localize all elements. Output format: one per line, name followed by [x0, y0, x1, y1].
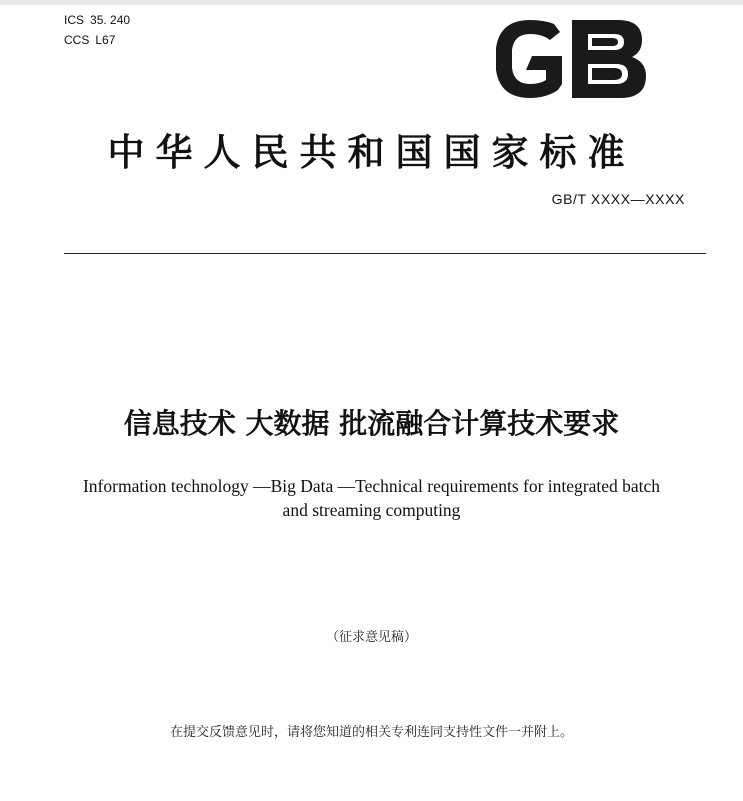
ics-value: 35. 240: [90, 13, 131, 27]
english-title-line-2: and streaming computing: [282, 500, 461, 520]
ccs-label: CCS: [64, 33, 90, 47]
english-title-line-1: Information technology —Big Data —Technical requirements for integrated batch: [82, 476, 661, 496]
gb-logo-b: [572, 20, 646, 98]
classification-codes: [64, 10, 130, 50]
ccs-value: L67: [95, 33, 116, 47]
patent-submission-note: 在提交反馈意见时，请将您知道的相关专利连同支持性文件一并附上。: [169, 725, 573, 740]
national-standard-title: 中华人民共和国国家标准: [107, 131, 636, 174]
gb-logo-g: [496, 20, 562, 98]
ics-line: [64, 10, 130, 30]
english-title: [40, 474, 703, 522]
gb-logo: [488, 18, 648, 100]
chinese-title: 信息技术 大数据 批流融合计算技术要求: [123, 407, 620, 440]
standard-number: GB/T XXXX—XXXX: [551, 191, 685, 207]
ccs-line: [64, 30, 130, 50]
top-strip: [0, 0, 743, 5]
draft-note: （征求意见稿）: [325, 630, 417, 645]
header-divider: [64, 253, 706, 254]
ics-label: ICS: [64, 13, 85, 27]
